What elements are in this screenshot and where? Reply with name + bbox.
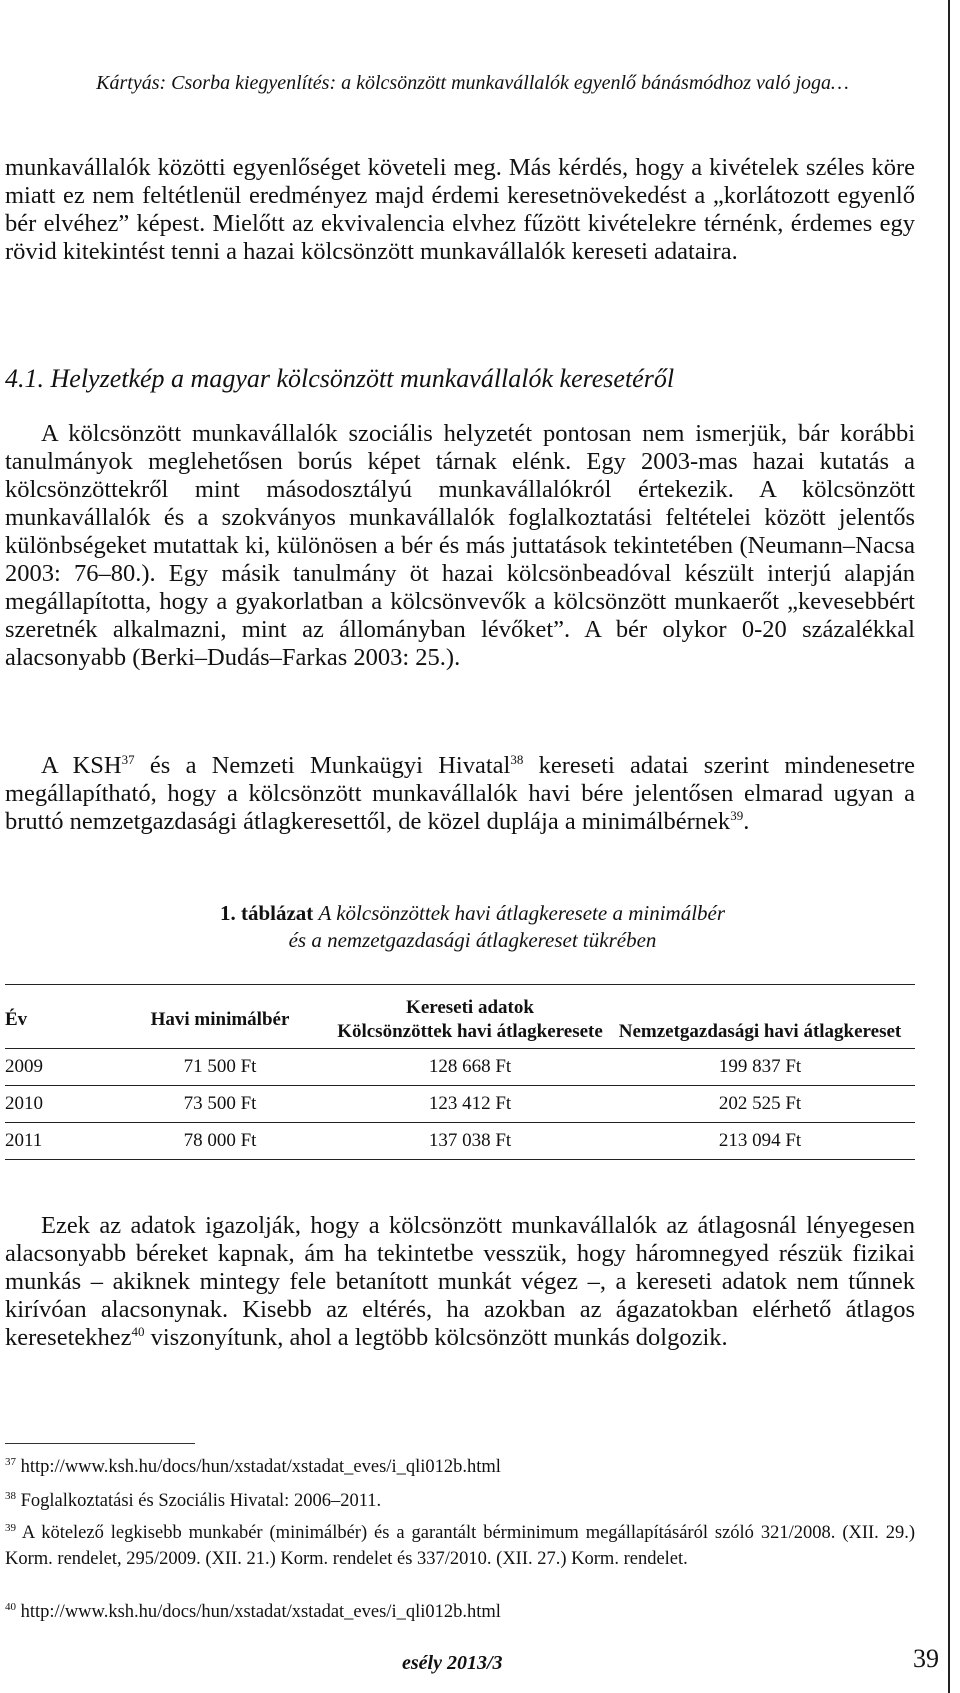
cell-year: 2010: [5, 1093, 43, 1114]
cell-year: 2011: [5, 1130, 43, 1151]
footnote-ref-37[interactable]: 37: [121, 751, 135, 767]
col-header-temp-workers: Kölcsönzöttek havi átlagkeresete: [337, 1021, 603, 1042]
footnote-number: 38: [5, 1489, 16, 1502]
footnote-38: [5, 1488, 915, 1514]
cell-temp-earnings: 137 038 Ft: [428, 1130, 512, 1151]
footnote-link[interactable]: http://www.ksh.hu/docs/hun/xstadat/xstadat_eves/i_qli012b.html: [20, 1457, 501, 1477]
cell-national-earnings: 202 525 Ft: [718, 1093, 802, 1114]
table-row: [5, 1123, 915, 1160]
footnote-39: [5, 1520, 915, 1572]
footnote-ref-38[interactable]: 38: [510, 751, 524, 767]
footnote-text: A kötelező legkisebb munkabér (minimálbér) és a garantált bérminimum megállapításáról szóló 321/2008. (XII. 29.) Korm. rendelet, 295/2009. (XII. 21.) Korm. rendelet és 337/2010. (XII. 27.) Korm. rendelet.: [5, 1523, 915, 1569]
running-header: Kártyás: Csorba kiegyenlítés: a kölcsönzött munkavállalók egyenlő bánásmódhoz való joga…: [96, 72, 849, 94]
journal-name: esély 2013/3: [402, 1652, 503, 1674]
table-caption: [0, 900, 945, 954]
table-title-line-1: A kölcsönzöttek havi átlagkeresete a minimálbér: [318, 901, 726, 925]
paragraph-4-text-a: Ezek az adatok igazolják, hogy a kölcsönzött munkavállalók az átlagosnál lényegesen alacsonyabb béreket kapnak, ám ha tekintetbe vesszük, hogy háromnegyed részük fizikai munkás – akiknek mintegy fele betanított munkát végez –, a kereseti adatok nem tűnnek kirívóan alacsonynak. Kisebb az eltérés, ha azokban az ágazatokban elérhető átlagos keresetekhez: [5, 1212, 915, 1351]
page-number: 39: [913, 1644, 939, 1673]
table-number: 1. táblázat: [219, 901, 314, 925]
table-row: [5, 1049, 915, 1086]
footnote-ref-40[interactable]: 40: [131, 1323, 145, 1339]
col-group-header: Kereseti adatok: [406, 997, 534, 1018]
earnings-table: [5, 984, 915, 1160]
paragraph-3-text-d: .: [743, 808, 750, 835]
footnote-37: [5, 1454, 915, 1480]
col-header-minimum-wage: Havi minimálbér: [150, 1008, 290, 1030]
cell-national-earnings: 199 837 Ft: [718, 1056, 802, 1077]
cell-minimum-wage: 78 000 Ft: [183, 1130, 257, 1151]
paragraph-3-text-b: és a Nemzeti Munkaügyi Hivatal: [134, 752, 511, 779]
section-heading: 4.1. Helyzetkép a magyar kölcsönzött munkavállalók keresetéről: [5, 364, 675, 393]
paragraph-4: [5, 1212, 915, 1352]
page-edge-rule: [948, 0, 950, 1693]
col-header-year: Év: [5, 1008, 28, 1030]
cell-temp-earnings: 128 668 Ft: [428, 1056, 512, 1077]
paragraph-1: munkavállalók közötti egyenlőséget követeli meg. Más kérdés, hogy a kivételek széles köre miatt ez nem feltétlenül eredményez majd érdemi keresetnövekedést a „korlátozott egyenlő bér elvéhez” képest. Mielőtt az ekvivalencia elvhez fűzött kivételekre térnénk, érdemes egy rövid kitekintést tenni a hazai kölcsönzött munkavállalók kereseti adataira.: [5, 154, 915, 265]
cell-national-earnings: 213 094 Ft: [718, 1130, 802, 1151]
footnote-separator: [5, 1443, 195, 1444]
table-title-line-2: és a nemzetgazdasági átlagkereset tükrében: [288, 928, 657, 952]
paragraph-3: [5, 752, 915, 836]
paragraph-3-text-c: kereseti adatai szerint mindenesetre megállapítható, hogy a kölcsönzött munkavállalók havi bére jelentősen elmarad ugyan a bruttó nemzetgazdasági átlagkeresettől, de közel duplája a minimálbérnek: [5, 752, 915, 835]
footnote-number: 40: [5, 1600, 16, 1613]
col-header-national-average: Nemzetgazdasági havi átlagkereset: [618, 1021, 902, 1042]
footnote-link[interactable]: http://www.ksh.hu/docs/hun/xstadat/xstadat_eves/i_qli012b.html: [20, 1602, 501, 1622]
cell-minimum-wage: 71 500 Ft: [183, 1056, 257, 1077]
footnote-number: 39: [5, 1521, 16, 1534]
cell-year: 2009: [5, 1056, 43, 1077]
paragraph-2: [5, 420, 915, 672]
paragraph-2-text: A kölcsönzött munkavállalók szociális helyzetét pontosan nem ismerjük, bár korábbi tanulmányok meglehetősen borús képet tárnak elénk. Egy 2003-mas hazai kutatás a kölcsönzöttekről mint másodosztályú munkavállalókról értekezik. A kölcsönzött munkavállalók és a szokványos munkavállalók foglalkoztatási feltételei között jelentős különbségeket mutattak ki, különösen a bér és más juttatások tekintetében (Neumann–Nacsa 2003: 76–80.). Egy másik tanulmány öt hazai kölcsönbeadóval készült interjú alapján megállapította, hogy a gyakorlatban a kölcsönvevők a kölcsönzött munkaerőt „kevesebbért szeretnék alkalmazni, mint az állományban lévőket”. A bér olykor 0-20 százalékkal alacsonyabb (Berki–Dudás–Farkas 2003: 25.).: [5, 420, 915, 671]
paragraph-4-text-b: viszonyítunk, ahol a legtöbb kölcsönzött munkás dolgozik.: [144, 1324, 728, 1351]
footnote-40: [5, 1599, 915, 1625]
footnote-ref-39[interactable]: 39: [730, 807, 744, 823]
cell-temp-earnings: 123 412 Ft: [428, 1093, 512, 1114]
footnote-number: 37: [5, 1455, 16, 1468]
table-row: [5, 1086, 915, 1123]
paragraph-3-text-a: A KSH: [41, 752, 122, 779]
cell-minimum-wage: 73 500 Ft: [183, 1093, 257, 1114]
footnote-text: Foglalkoztatási és Szociális Hivatal: 2006–2011.: [20, 1491, 382, 1511]
